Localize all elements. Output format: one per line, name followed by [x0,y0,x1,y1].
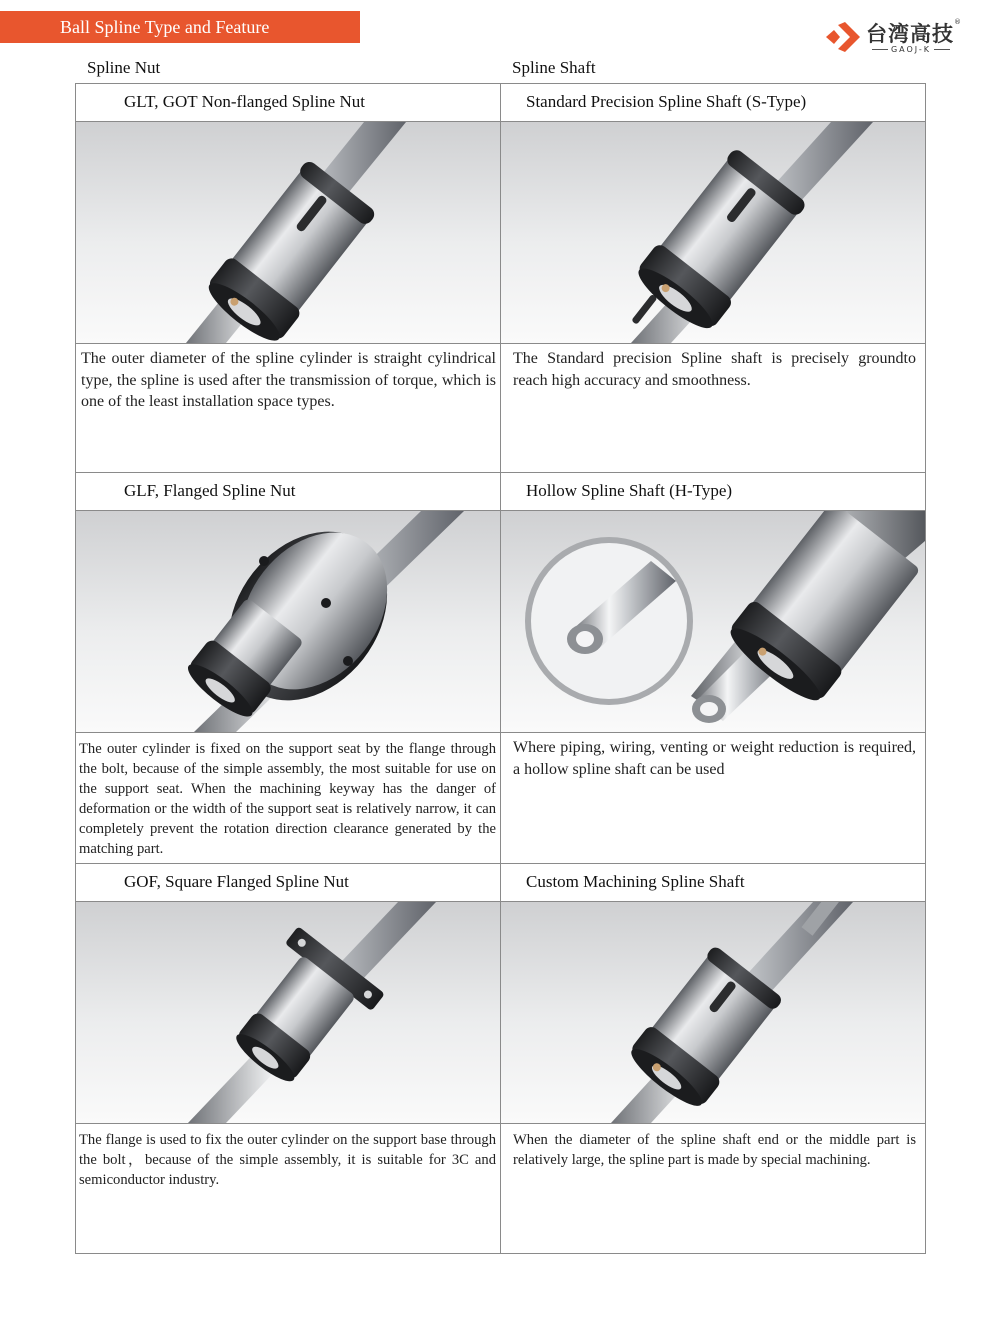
product-image-gof [76,902,500,1124]
product-image-s-type [501,122,925,344]
cell-title: Hollow Spline Shaft (H-Type) [501,473,925,511]
cell-title: GLT, GOT Non-flanged Spline Nut [76,84,500,122]
cell-description: When the diameter of the spline shaft end or the middle part is relatively large, the spline part is made by special machining. [513,1132,916,1168]
cell-glt-got [76,84,500,473]
product-image-glf [76,511,500,733]
column-label-spline-shaft: Spline Shaft [512,58,596,77]
feature-table [75,83,926,1254]
cell-title: Custom Machining Spline Shaft [501,864,925,902]
product-image-custom-machining [501,902,925,1124]
cell-description: The Standard precision Spline shaft is precisely groundto reach high accuracy and smoothness. [513,350,916,389]
cell-description: The outer cylinder is fixed on the support seat by the flange through the bolt, because of the simple assembly, the most suitable for use on the support seat. When the machining keyway has the danger of deformation or the width of the support seat is relatively narrow, it can completely prevent the rotation direction clearance generated by the matching part. [79,741,496,857]
column-label-spline-nut: Spline Nut [87,58,161,77]
logo-text: 台湾高技® [866,18,962,46]
cell-title: GLF, Flanged Spline Nut [76,473,500,511]
cell-description: Where piping, wiring, venting or weight reduction is required, a hollow spline shaft can be used [513,739,916,778]
cell-description: The outer diameter of the spline cylinder is straight cylindrical type, the spline is used after the transmission of torque, which is one of the least installation space types. [81,350,496,410]
cell-glf [76,473,500,864]
cell-gof [76,864,500,1253]
logo-subtitle: GAOJ-K [866,45,956,54]
cell-s-type [501,84,925,473]
company-logo [826,18,966,58]
section-banner: Ball Spline Type and Feature [0,11,360,43]
cell-custom-machining [501,864,925,1253]
cell-title: GOF, Square Flanged Spline Nut [76,864,500,902]
cell-description: The flange is used to fix the outer cylinder on the support base through the bolt，because of the simple assembly, it is suitable for 3C and semiconductor industry. [79,1132,496,1188]
cell-title: Standard Precision Spline Shaft (S-Type) [501,84,925,122]
product-image-glt-got [76,122,500,344]
cell-h-type [501,473,925,864]
product-image-h-type [501,511,925,733]
logo-arrow-icon [826,22,860,52]
